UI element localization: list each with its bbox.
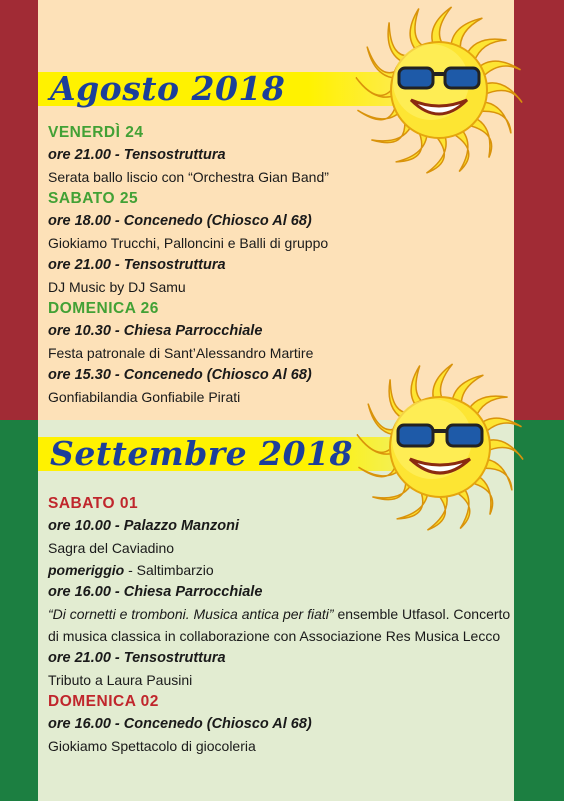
day-heading: VENERDÌ 24 [48, 124, 144, 141]
event-line [48, 605, 510, 623]
sun-ray [483, 83, 522, 103]
event-time: ore 18.00 - Concenedo (Chiosco Al 68) [48, 213, 312, 229]
sun-sunglasses-icon [352, 0, 527, 180]
event-description: Sagra del Caviadino [48, 540, 175, 556]
event-description: Tributo a Laura Pausini [48, 672, 193, 688]
event-description: Gonfiabilandia Gonfiabile Pirati [48, 389, 241, 405]
sun-sunglasses-icon [350, 355, 530, 540]
event-time: ore 16.00 - Concenedo (Chiosco Al 68) [48, 716, 312, 732]
september-title: Settembre 2018 [50, 434, 354, 473]
event-time: ore 21.00 - Tensostruttura [48, 257, 226, 273]
event-time: ore 16.00 - Chiesa Parrocchiale [48, 584, 263, 600]
event-description: Giokiamo Spettacolo di giocoleria [48, 738, 256, 754]
event-description: Serata ballo liscio con “Orchestra Gian Band” [48, 169, 329, 185]
left-band-red [0, 0, 38, 420]
sun-ray [426, 134, 446, 173]
event-time: ore 10.00 - Palazzo Manzoni [48, 518, 239, 534]
event-line [48, 561, 214, 579]
day-heading: DOMENICA 02 [48, 693, 159, 710]
event-time: ore 10.30 - Chiesa Parrocchiale [48, 323, 263, 339]
left-band-green [0, 420, 38, 801]
event-description: Giokiamo Trucchi, Palloncini e Balli di gruppo [48, 235, 329, 251]
event-description: - Saltimbarzio [124, 562, 214, 578]
august-title: Agosto 2018 [50, 69, 286, 108]
day-heading: DOMENICA 26 [48, 300, 159, 317]
sun-ray [432, 7, 452, 46]
day-heading: SABATO 01 [48, 495, 139, 512]
event-time: ore 21.00 - Tensostruttura [48, 650, 226, 666]
event-description: di musica classica in collaborazione con Associazione Res Musica Lecco [48, 628, 501, 644]
day-heading: SABATO 25 [48, 190, 139, 207]
event-time: ore 15.30 - Concenedo (Chiosco Al 68) [48, 367, 312, 383]
event-description: DJ Music by DJ Samu [48, 279, 186, 295]
event-description: Festa patronale di Sant’Alessandro Martire [48, 345, 314, 361]
event-description: ensemble Utfasol. Concerto [333, 606, 511, 622]
event-quote: “Di cornetti e tromboni. Musica antica per fiati” [48, 606, 334, 622]
event-time: pomeriggio [48, 562, 125, 578]
sun-ray [356, 77, 395, 97]
event-time: ore 21.00 - Tensostruttura [48, 147, 226, 163]
